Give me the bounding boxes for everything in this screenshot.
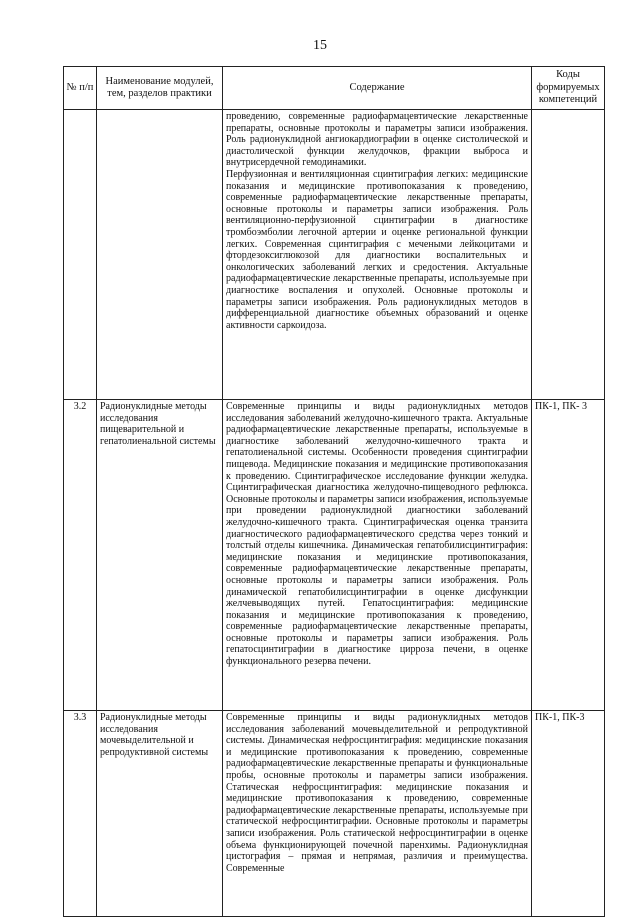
row-name: [97, 110, 223, 400]
row-codes: [532, 110, 605, 400]
table-row: [64, 110, 605, 400]
table-header-row: [64, 67, 605, 110]
content-paragraph: Современные принципы и виды радионуклидных методов исследования заболеваний мочевыделительной и репродуктивной системы. Динамическая нефросцинтиграфия: медицинские показания и медицинские противопоказания к проведению, современные радиофармацевтические лекарственные препараты и функциональные пробы, основные протоколы и параметры записи изображения. Статическая нефросцинтиграфия: медицинские показания и медицинские противопоказания к проведению, современные радиофармацевтические лекарственные препараты, используемые при статической нефросцинтиграфии. Основные протоколы и параметры записи изображения. Роль статической нефросцинтиграфии в оценке объема функционирующей почечной паренхимы. Радионуклидная цистография – прямая и непрямая, различия и преимущества. Современные: [226, 712, 528, 874]
row-codes: ПК-1, ПК-3: [532, 711, 605, 917]
header-codes: Коды формируемых компетенций: [532, 67, 605, 110]
row-num: [64, 110, 97, 400]
row-content: [223, 400, 532, 711]
header-content: Содержание: [223, 67, 532, 110]
table-row: [64, 711, 605, 917]
row-num: 3.3: [64, 711, 97, 917]
content-paragraph: Перфузионная и вентиляционная сцинтиграфия легких: медицинские показания и медицинские противопоказания к проведению, современные радиофармацевтические лекарственные препараты, основные протоколы и параметры записи изображения. Роль вентиляционно-перфузионной сцинтиграфии в диагностике тромбоэмболии легочной артерии и оценке региональной функции легких. Современная сцинтиграфия с мечеными лейкоцитами и фтордезоксиглюкозой для диагностики воспалительных и онкологических заболеваний легких и средостения. Актуальные радиофармацевтические лекарственные препараты, используемые при диагностике воспаления и опухолей. Основные протоколы и параметры записи изображения. Роль радионуклидных методов в дифференциальной диагностике объемных образований и оценке активности саркоидоза.: [226, 168, 528, 331]
program-table: [63, 66, 605, 917]
header-num: № п/п: [64, 67, 97, 110]
row-name: Радионуклидные методы исследования пищеварительной и гепатолиенальной системы: [97, 400, 223, 711]
header-name: Наименование модулей, тем, разделов практики: [97, 67, 223, 110]
table-row: [64, 400, 605, 711]
row-num: 3.2: [64, 400, 97, 711]
content-paragraph: проведению, современные радиофармацевтические лекарственные препараты, основные протоколы и параметры записи изображения. Роль радионуклидной ангиокардиографии в оценке систолической и диастолической функции желудочков, фракции выброса и внутрисердечной гемодинамики.: [226, 111, 528, 169]
content-paragraph: Современные принципы и виды радионуклидных методов исследования заболеваний желудочно-кишечного тракта. Актуальные радиофармацевтические лекарственные препараты, используемые в диагностике заболеваний желудочно-кишечного тракта и гепатолиенальной системы. Особенности проведения сцинтиграфии пищевода. Медицинские показания и медицинские противопоказания к проведению. Сцинтиграфическое исследование функции желудка. Сцинтиграфическая диагностика желудочно-пищеводного рефлюкса. Основные протоколы и параметры записи изображения, используемые при проведении радионуклидной диагностики заболеваний желудочно-кишечного тракта. Сцинтиграфическая оценка транзита диагностического радиофармацевтического средства через тонкий и толстый отделы кишечника. Динамическая гепатобилисцинтиграфия: медицинские показания и медицинские противопоказания, современные радиофармацевтические лекарственные препараты, основные протоколы и параметры записи изображения. Роль динамической гепатобилисцинтиграфии в оценке дисфункции желчевыводящих путей. Гепатосцинтиграфия: медицинские показания и медицинские противопоказания к проведению, современные радиофармацевтические лекарственные препараты, основные протоколы и параметры записи изображения. Роль гепатосцинтиграфии в диагностике цирроза печени, в оценке функционального резерва печени.: [226, 401, 528, 668]
row-content: [223, 711, 532, 917]
row-content: [223, 110, 532, 400]
page-number: 15: [313, 38, 327, 53]
row-codes: ПК-1, ПК- 3: [532, 400, 605, 711]
row-name: Радионуклидные методы исследования мочевыделительной и репродуктивной системы: [97, 711, 223, 917]
